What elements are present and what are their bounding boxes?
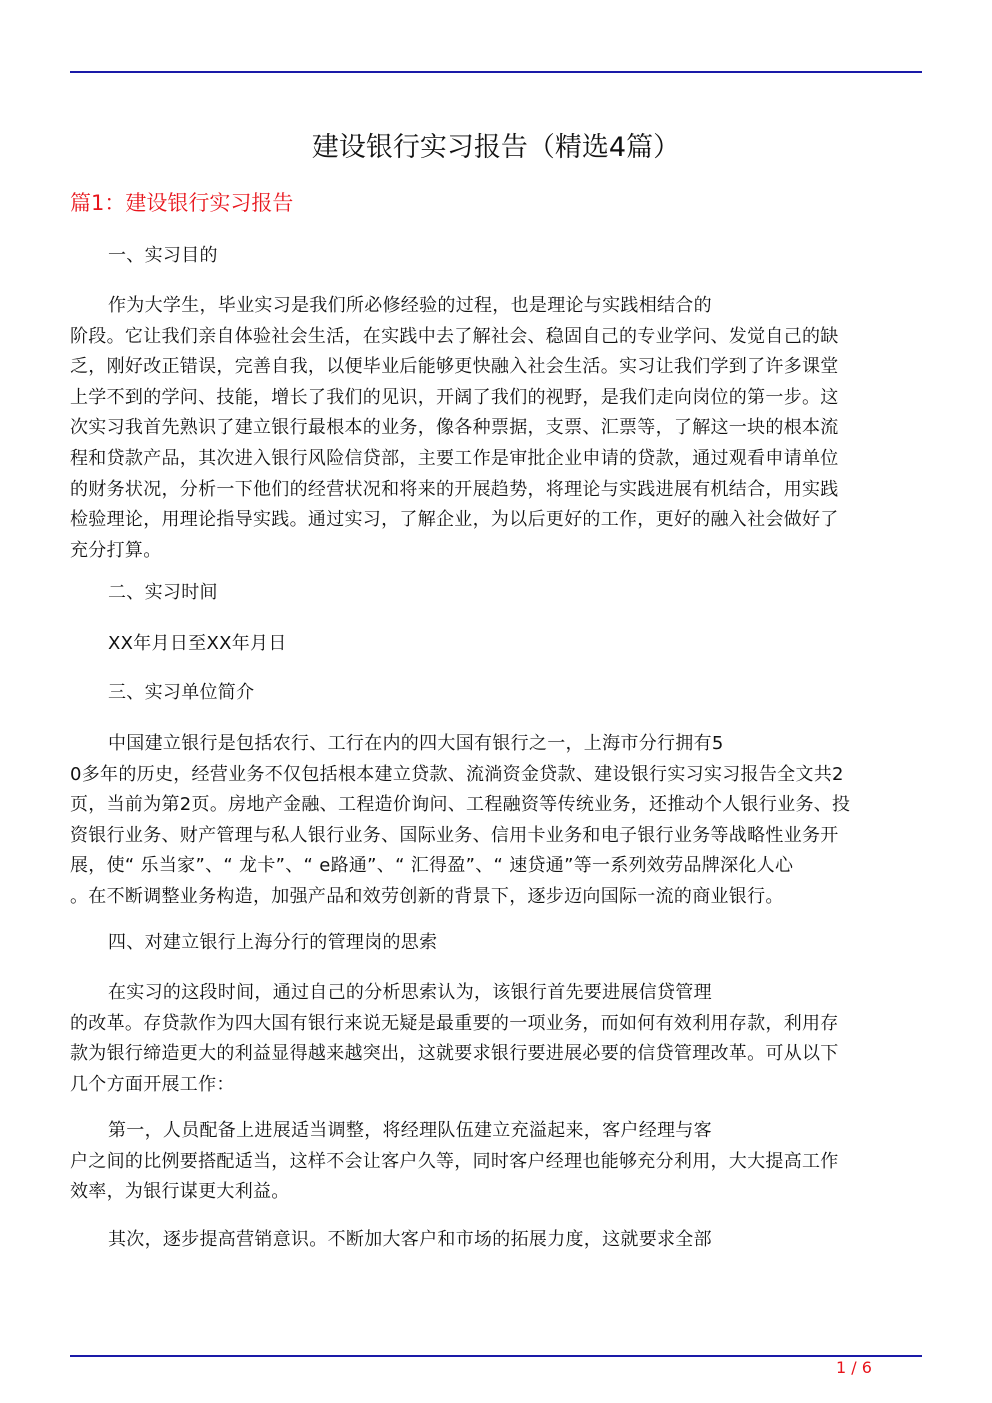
page-number: 1 / 6 <box>836 1358 872 1377</box>
paragraph <box>70 978 922 1100</box>
text-line: 资银行业务、财产管理与私人银行业务、国际业务、信用卡业务和电子银行业务等战略性业务开 <box>70 824 839 846</box>
text-line: 程和贷款产品，其次进入银行风险信贷部，主要工作是审批企业申请的贷款，通过观看申请单位 <box>70 447 839 469</box>
text-line: 充分打算。 <box>70 539 162 561</box>
text-line: 作为大学生，毕业实习是我们所必修经验的过程，也是理论与实践相结合的 <box>108 295 712 316</box>
paragraph <box>70 1225 922 1256</box>
text-line: 几个方面开展工作： <box>70 1073 235 1095</box>
chapter-heading: 篇1：建设银行实习报告 <box>70 191 294 215</box>
text-line: 。在不断调整业务构造，加强产品和效劳创新的背景下，逐步迈向国际一流的商业银行。 <box>70 885 784 907</box>
paragraph <box>70 729 922 913</box>
section-heading: 二、实习时间 <box>108 582 218 603</box>
text-line: 阶段。它让我们亲自体验社会生活，在实践中去了解社会、稳固自己的专业学问、发觉自己的缺 <box>70 325 839 347</box>
text-line: 乏，刚好改正错误，完善自我，以便毕业后能够更快融入社会生活。实习让我们学到了许多课堂 <box>70 356 839 378</box>
text-line: 展，使“ 乐当家”、“ 龙卡”、“ e路通”、“ 汇得盈”、“ 速贷通”等一系列效劳品牌深化人心 <box>70 855 794 877</box>
text-line: 中国建立银行是包括农行、工行在内的四大国有银行之一，上海市分行拥有5 <box>108 733 724 754</box>
text-line: 的改革。存贷款作为四大国有银行来说无疑是最重要的一项业务，而如何有效利用存款，利用存 <box>70 1012 839 1034</box>
paragraph <box>70 1116 922 1208</box>
text-line: 的财务状况，分析一下他们的经营状况和将来的开展趋势，将理论与实践进展有机结合，用实践 <box>70 478 839 500</box>
text-line: 0多年的历史，经营业务不仅包括根本建立贷款、流淌资金贷款、建设银行实习实习报告全文共2 <box>70 763 844 785</box>
text-line: 上学不到的学问、技能，增长了我们的见识，开阔了我们的视野，是我们走向岗位的第一步。这 <box>70 386 839 408</box>
text-line: 其次，逐步提高营销意识。不断加大客户和市场的拓展力度，这就要求全部 <box>108 1229 712 1250</box>
section-heading: 三、实习单位简介 <box>108 682 255 703</box>
text-line: 次实习我首先熟识了建立银行最根本的业务，像各种票据，支票、汇票等，了解这一块的根本流 <box>70 417 839 439</box>
text-line: 在实习的这段时间，通过自己的分析思索认为，该银行首先要进展信贷管理 <box>108 982 712 1003</box>
text-line: 效率，为银行谋更大利益。 <box>70 1181 290 1203</box>
paragraph <box>70 291 922 566</box>
section-heading: 一、实习目的 <box>108 245 218 266</box>
bottom-rule <box>70 1355 922 1357</box>
section-heading: 四、对建立银行上海分行的管理岗的思索 <box>108 932 438 953</box>
text-line: 页，当前为第2页。房地产金融、工程造价询问、工程融资等传统业务，还推动个人银行业务、投 <box>70 794 851 816</box>
text-line: 款为银行缔造更大的利益显得越来越突出，这就要求银行要进展必要的信贷管理改革。可从以下 <box>70 1043 839 1065</box>
top-rule <box>70 71 922 73</box>
text-line: 检验理论，用理论指导实践。通过实习，了解企业，为以后更好的工作，更好的融入社会做好了 <box>70 509 839 531</box>
text-line: 户之间的比例要搭配适当，这样不会让客户久等，同时客户经理也能够充分利用，大大提高工作 <box>70 1150 839 1172</box>
text-line: 第一，人员配备上进展适当调整，将经理队伍建立充溢起来，客户经理与客 <box>108 1120 712 1141</box>
date-line: XX年月日至XX年月日 <box>108 633 287 654</box>
document-title: 建设银行实习报告（精选4篇） <box>311 132 681 163</box>
